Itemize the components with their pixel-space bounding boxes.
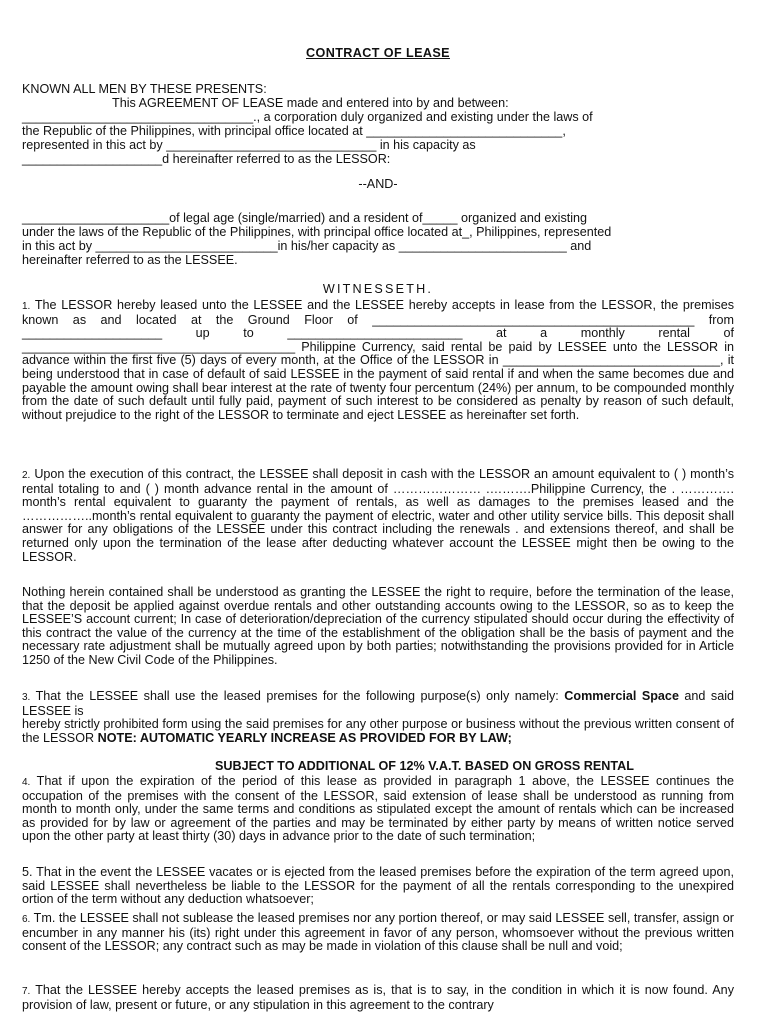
paragraph-3-text-a: That the LESSEE shall use the leased premises for the following purpose(s) only namely:	[35, 689, 559, 703]
paragraph-2-number: 2.	[22, 470, 31, 481]
agreement-line-4: represented in this act by ______________________________ in his capacity as	[22, 138, 476, 152]
paragraph-5: 5. That in the event the LESSEE vacates or is ejected from the leased premises before the expiration of the term agreed upon, said LESSEE shall nevertheless be liable to the LESSOR for the payment of all the rentals corresponding to the unexpired ortion of the term without any deduction whatsoever;	[22, 865, 734, 907]
paragraph-3	[22, 690, 734, 745]
paragraph-7	[22, 984, 734, 1012]
agreement-line-1: This AGREEMENT OF LEASE made and entered into by and between:	[112, 96, 509, 110]
paragraph-1-text: The LESSOR hereby leased unto the LESSEE and the LESSEE hereby accepts in lease from the LESSOR, the premises known as and located at the Ground Floor of ______________________________________________ from ____________________ up to _________________________ at a monthly rental of _______________________________________ Philippine Currency, said rental be paid by LESSEE unto the LESSOR in advance within the first five (5) days of every month, at the Office of the LESSOR in _______________________________, it being understood that in case of default of said LESSEE in the payment of said rental if and when the same becomes due and payable the amount owing shall bear interest at the rate of twenty four percentum (24%) per annum, to be compounded monthly from the date of such default until fully paid, payment of such interest to be considered as penalty by reason of such default, without prejudice to the right of the LESSOR to terminate and eject LESSEE as hereinafter set forth.	[22, 298, 734, 422]
intro-line: KNOWN ALL MEN BY THESE PRESENTS:	[22, 82, 267, 96]
paragraph-3-purpose: Commercial Space	[564, 689, 679, 703]
paragraph-4-text: That if upon the expiration of the period of this lease as provided in paragraph 1 above, the LESSEE continues the occupation of the premises with the consent of the LESSOR, said extension of lease shall be understood as running from month to month only, under the same terms and conditions as stipulated except the amount of rentals which can be increased as provided for by law or agreement of the parties and may be terminated by either party by means of written notice served upon the other party at least thirty (30) days in advance prior to the date of such termination;	[22, 774, 734, 844]
paragraph-1-number: 1.	[22, 301, 31, 312]
paragraph-7-number: 7.	[22, 986, 31, 997]
paragraph-7-text: That the LESSEE hereby accepts the leased premises as is, that is to say, in the condition in which it is now found. Any provision of law, present or future, or any stipulation in this agreement to the contrary	[22, 983, 734, 1012]
paragraph-nothing-herein: Nothing herein contained shall be understood as granting the LESSEE the right to require, before the termination of the lease, that the deposit be applied against overdue rentals and other outstanding accounts owing to the LESSOR, so as to keep the LESSEE’S account current; In case of deterioration/depreciation of the currency stipulated should occur during the effectivity of this contract the value of the currency at the time of the establishment of the obligation shall be the basis of payment and the necessary rate adjustment shall be mutually agreed upon by both parties; notwithstanding the provisions provided for in Article 1250 of the New Civil Code of the Philippines.	[22, 585, 734, 667]
paragraph-1	[22, 299, 734, 422]
paragraph-3-text-c: hereby strictly prohibited form using the said premises for any other purpose or business without the previous written consent of the LESSOR	[22, 717, 734, 745]
agreement-line-5: ____________________d hereinafter referred to as the LESSOR:	[22, 152, 391, 166]
paragraph-3-number: 3.	[22, 692, 31, 703]
witnesseth-heading: WITNESSETH.	[322, 282, 434, 296]
paragraph-2-text: Upon the execution of this contract, the LESSEE shall deposit in cash with the LESSOR an amount equivalent to ( ) month’s rental totaling to and ( ) month advance rental in the amount of ………………… .……….Philippine Currency, the . …………. month’s rental equivalent to guaranty the payment of rentals, as well as damages to the premises leased and the ……………..month’s rental equivalent to guaranty the payment of electric, water and other utility service bills. This deposit shall answer for any obligations of the LESSEE under this contract including the renewals . and extensions thereof, and shall be returned only upon the termination of the lease after deducting whatever account the LESSEE might then be owing to the LESSOR.	[22, 467, 735, 564]
paragraph-4	[22, 775, 734, 844]
lessee-line-2: under the laws of the Republic of the Philippines, with principal office located at_, Philippines, represented	[22, 225, 612, 239]
lessee-line-1: _____________________of legal age (single/married) and a resident of_____ organized and existing	[22, 211, 588, 225]
paragraph-2	[22, 468, 734, 564]
paragraph-3-text-b: and said LESSEE is	[22, 689, 734, 718]
and-separator: --AND-	[358, 177, 398, 191]
paragraph-6-number: 6.	[22, 914, 31, 925]
vat-note: SUBJECT TO ADDITIONAL OF 12% V.A.T. BASED ON GROSS RENTAL	[215, 759, 634, 773]
paragraph-6-text: Tm. the LESSEE shall not sublease the leased premises nor any portion thereof, or may said LESSEE sell, transfer, assign or encumber in any manner his (its) right under this agreement in favor of any person, whomsoever without the previous written consent of the LESSOR; any contract such as may be made in violation of this clause shall be null and void;	[22, 911, 734, 954]
lessee-line-3: in this act by __________________________in his/her capacity as ________________________ and	[22, 239, 592, 253]
document-title: CONTRACT OF LEASE	[306, 46, 450, 60]
agreement-line-3: the Republic of the Philippines, with principal office located at ____________________________,	[22, 124, 566, 138]
paragraph-6	[22, 912, 734, 954]
paragraph-4-number: 4.	[22, 777, 31, 788]
paragraph-3-note: NOTE: AUTOMATIC YEARLY INCREASE AS PROVIDED FOR BY LAW;	[97, 730, 512, 745]
lessee-line-4: hereinafter referred to as the LESSEE.	[22, 253, 238, 267]
agreement-line-2: _________________________________., a corporation duly organized and existing under the laws of	[22, 110, 593, 124]
